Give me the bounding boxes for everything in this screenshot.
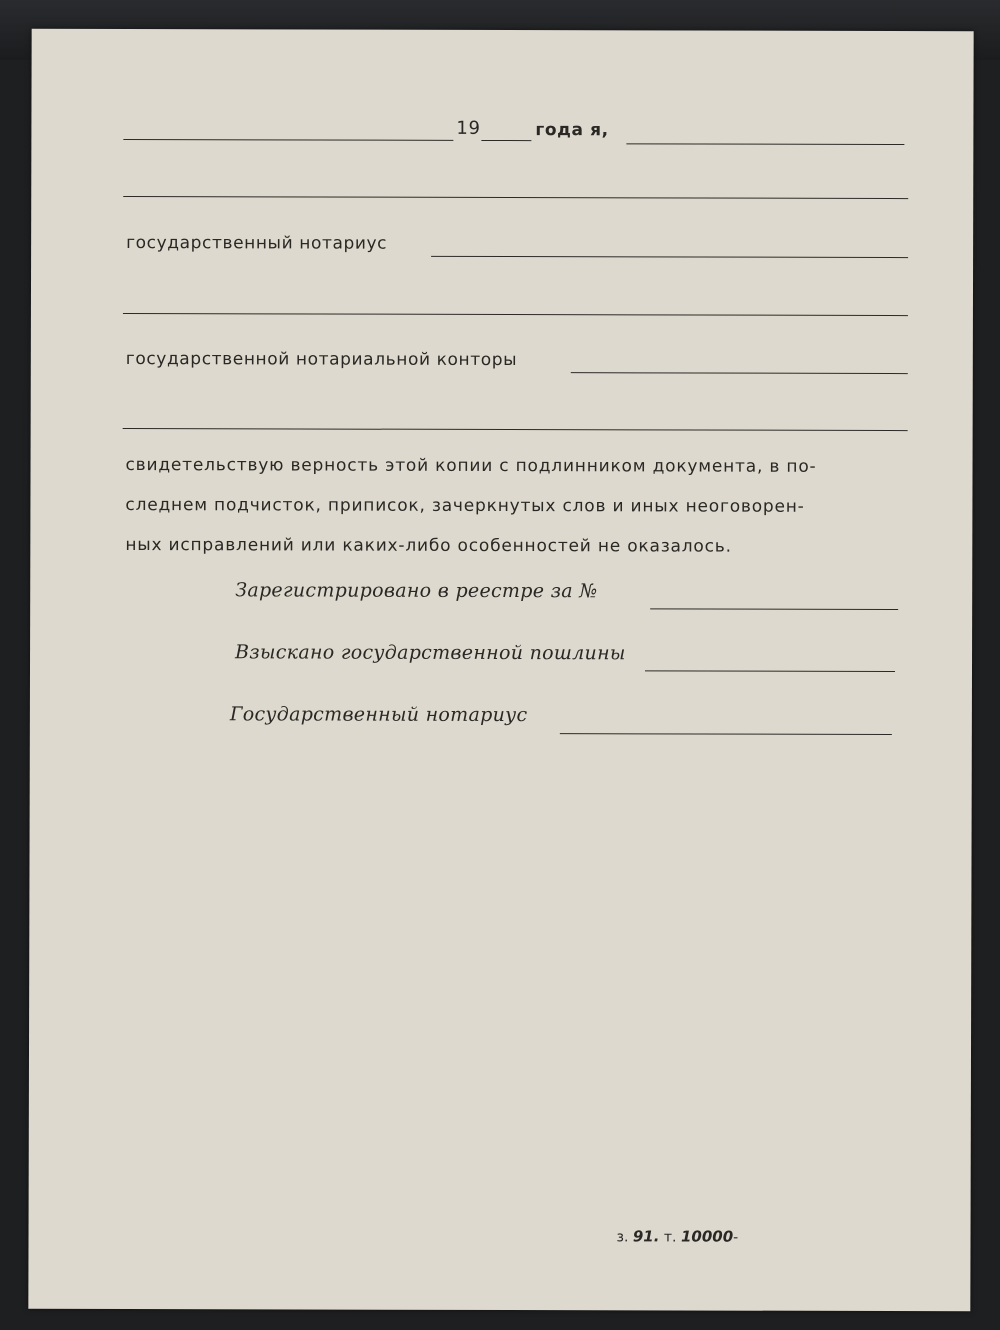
year-suffix: года я,	[535, 120, 609, 141]
certification-paragraph	[125, 445, 905, 567]
name-blank-line-1[interactable]	[626, 143, 904, 145]
notary-name-blank-line[interactable]	[123, 313, 908, 316]
office-blank-line[interactable]	[571, 372, 908, 374]
run-prefix: т.	[663, 1229, 677, 1246]
office-name-blank-line[interactable]	[123, 428, 908, 431]
printer-imprint	[616, 1227, 738, 1245]
certification-line-2: следнем подчисток, приписок, зачеркнутых слов и иных неоговорен-	[125, 495, 805, 517]
certification-line-1: свидетельствую верность этой копии с подлинником документа, в по-	[125, 455, 817, 477]
order-number: 91.	[632, 1227, 660, 1246]
office-label: государственной нотариальной конторы	[125, 349, 518, 371]
run-number: 10000	[680, 1227, 734, 1246]
date-blank-line[interactable]	[123, 139, 453, 141]
imprint-dash: -	[733, 1229, 739, 1246]
notary-signature-blank-line[interactable]	[560, 733, 892, 735]
year-prefix: 19	[456, 117, 481, 139]
name-blank-line-2[interactable]	[123, 196, 908, 199]
year-blank-line[interactable]	[481, 140, 531, 141]
fee-label: Взыскано государственной пошлины	[235, 641, 626, 665]
certification-line-3: ных исправлений или каких-либо особенностей не оказалось.	[125, 535, 732, 557]
notary-form-sheet	[28, 29, 973, 1311]
notary-sign-label: Государственный нотариус	[229, 703, 528, 727]
order-prefix: з.	[616, 1229, 629, 1246]
registered-label: Зарегистрировано в реестре за №	[235, 579, 598, 603]
notary-label: государственный нотариус	[126, 233, 388, 254]
notary-blank-line[interactable]	[431, 256, 908, 258]
registry-number-blank-line[interactable]	[650, 608, 898, 610]
fee-blank-line[interactable]	[645, 670, 895, 672]
